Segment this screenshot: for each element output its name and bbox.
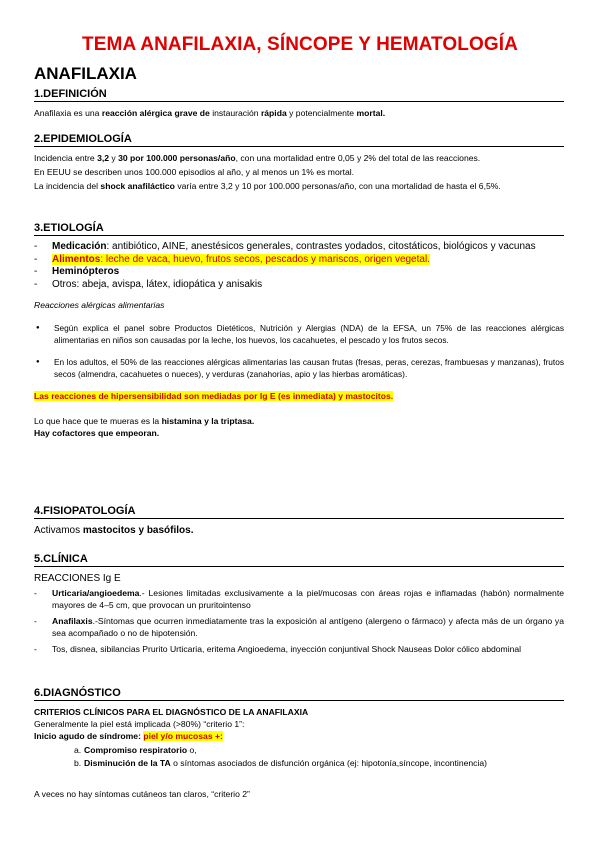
mediators-line: Lo que hace que te mueras es la histamina y la triptasa. <box>34 416 255 426</box>
page-title: TEMA ANAFILAXIA, SÍNCOPE Y HEMATOLOGÍA <box>82 34 518 55</box>
section-epidemiologia <box>34 133 564 192</box>
criteria-title: CRITERIOS CLÍNICOS PARA EL DIAGNÓSTICO DE LA ANAFILAXIA <box>34 707 309 717</box>
section-title: 3.ETIOLOGÍA <box>34 222 564 236</box>
food-allergy-list <box>34 322 564 380</box>
list-item: - Heminópteros <box>34 266 564 279</box>
section-etiologia <box>34 222 564 439</box>
list-item: - Alimentos: leche de vaca, huevo, frutos secos, pescados y mariscos, origen vegetal. <box>34 254 564 267</box>
definition-text: Anafilaxia es una reacción alérgica grave de instauración rápida y potencialmente mortal. <box>34 108 386 118</box>
section-title: 4.FISIOPATOLOGÍA <box>34 505 564 519</box>
section-title: 1.DEFINICIÓN <box>34 88 564 102</box>
epi-line-2: En EEUU se describen unos 100.000 episodios al año, y al menos un 1% es mortal. <box>34 167 355 177</box>
section-title: 6.DIAGNÓSTICO <box>34 687 564 701</box>
list-item: - Otros: abeja, avispa, látex, idiopática y anisakis <box>34 279 564 292</box>
criteria-line-2: Inicio agudo de síndrome: piel y/o mucosas +: <box>34 731 223 741</box>
epi-line-1: Incidencia entre 3,2 y 30 por 100.000 personas/año, con una mortalidad entre 0,05 y 2% del total de las reacciones. <box>34 153 481 163</box>
main-heading: ANAFILAXIA <box>34 64 137 83</box>
list-item: a. Compromiso respiratorio o, <box>74 745 197 755</box>
section-clinica <box>34 553 564 655</box>
epi-line-3: La incidencia del shock anafiláctico varía entre 3,2 y 10 por 100.000 personas/año, con una mortalidad de hasta el 6,5%. <box>34 181 501 191</box>
clinic-list <box>34 587 564 655</box>
cofactors-line: Hay cofactores que empeoran. <box>34 428 160 438</box>
list-item: b. Disminución de la TA o síntomas asociados de disfunción orgánica (ej: hipotonía,síncope, incontinencia) <box>74 758 488 768</box>
criteria-sublist <box>34 744 564 770</box>
section-diagnostico <box>34 687 564 800</box>
clinic-subheading: REACCIONES Ig E <box>34 573 121 584</box>
list-item: - Medicación: antibiótico, AINE, anestésicos generales, contrastes yodados, citostáticos, biológicos y vacunas <box>34 241 564 254</box>
etiology-list <box>34 241 564 291</box>
subheading-food: Reacciones alérgicas alimentarias <box>34 300 165 310</box>
list-item: - Tos, disnea, sibilancias Prurito Urticaria, eritema Angioedema, inyección conjuntival Shock Nauseas Dolor cólico abdominal <box>34 643 564 655</box>
criteria-2-line: A veces no hay síntomas cutáneos tan claros, “criterio 2” <box>34 789 250 799</box>
list-item: ● En los adultos, el 50% de las reacciones alérgicas alimentarias las causan frutas (fresas, peras, cerezas, frambuesas y manzanas), frutos secos (almendra, cacahuetes o nueces), y verduras (zanahorias, apio y las hierbas aromáticas). <box>34 356 564 380</box>
section-title: 5.CLÍNICA <box>34 553 564 567</box>
physio-text: Activamos mastocitos y basófilos. <box>34 525 194 536</box>
list-item: ● Según explica el panel sobre Productos Dietéticos, Nutrición y Alergias (NDA) de la EFSA, un 75% de las reacciones alérgicas alimentarias en niños son causadas por la leche, los huevos, los cacahuetes, el pescado y los frutos secos. <box>34 322 564 346</box>
list-item: - Urticaria/angioedema.- Lesiones limitadas exclusivamente a la piel/mucosas con áreas rojas e inflamadas (habón) normalmente mayores de 4–5 cm, que provocan un pruritointenso <box>34 587 564 611</box>
criteria-line-1: Generalmente la piel está implicada (>80%) “criterio 1”: <box>34 719 245 729</box>
hypersensitivity-note: Las reacciones de hipersensibilidad son mediadas por Ig E (es inmediata) y mastocitos. <box>34 391 394 401</box>
section-title: 2.EPIDEMIOLOGÍA <box>34 133 564 147</box>
list-item: - Anafilaxis.-Síntomas que ocurren inmediatamente tras la exposición al antígeno (alergeno o fármaco) y afecta más de un órgano ya sea acompañado o no de hipotensión. <box>34 615 564 639</box>
section-fisiopatologia <box>34 505 564 537</box>
section-definicion <box>34 88 564 119</box>
